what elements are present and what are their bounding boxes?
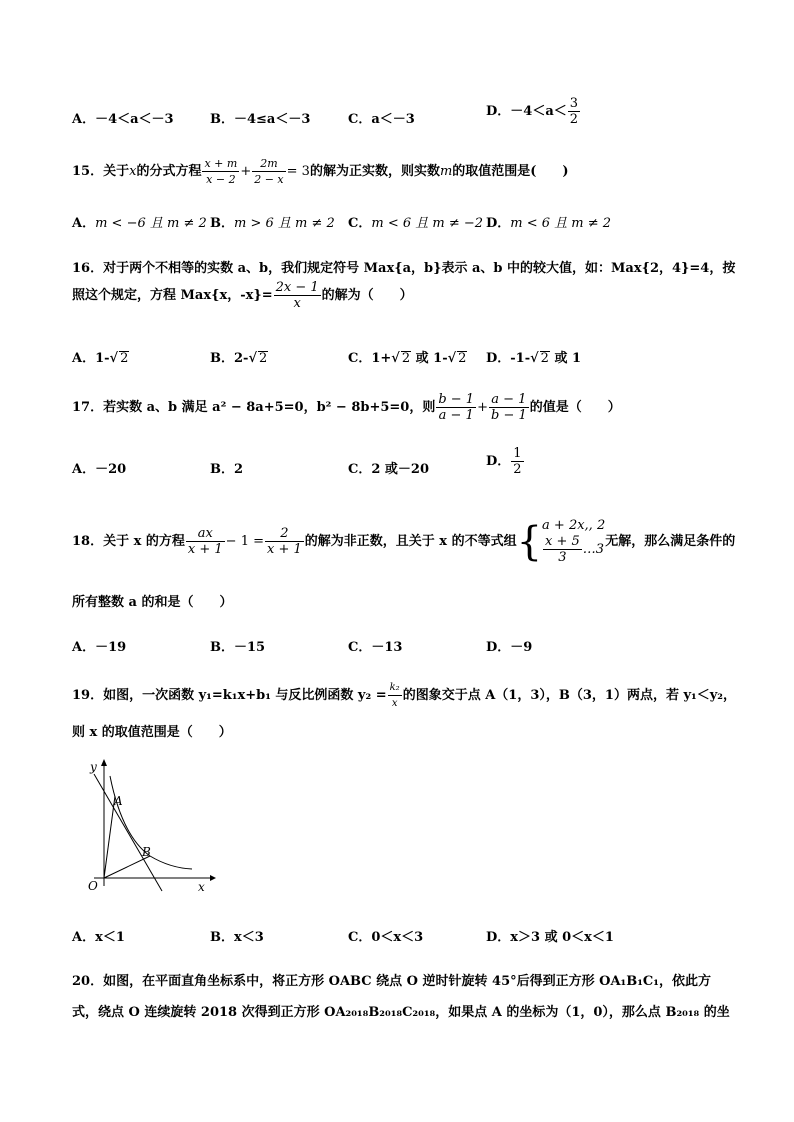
q16-option-a: A．1-√ 2 (72, 351, 129, 366)
q15-fraction-2: $\frac{2m}{2 - x}$ (254, 157, 284, 186)
q16-option-d: D．-1-√ 2 或 1 (486, 351, 582, 366)
q17-option-d-fraction: $\frac{1}{2}$ (513, 446, 522, 477)
q18-stem: 18．关于 x 的方程 $\frac{ax}{x + 1}$ − 1 = $\frac{2}{x + 1}$ 的解为非正数，且关于 x 的不等式组{ a + 2x,, 2 $\frac{x + 5}{3}$ …3 无解，那么满足条件的 (72, 518, 736, 565)
q18-stem-line2: 所有整数 a 的和是（ ） (72, 595, 233, 610)
q18-fraction-1: $\frac{ax}{x + 1}$ (187, 526, 223, 557)
x-axis-arrow (210, 875, 216, 881)
q19-option-a: A．x＜1 (72, 930, 125, 945)
q14-option-c: C．a＜－3 (348, 112, 415, 127)
q18-option-c: C．－13 (348, 640, 403, 655)
q17-option-c: C．2 或－20 (348, 462, 430, 477)
graph-y-label: y (90, 760, 97, 774)
q19-option-d: D．x＞3 或 0＜x＜1 (486, 930, 614, 945)
graph-point-b-label: B (142, 845, 151, 859)
graph-x-label: x (198, 880, 205, 894)
q19-fraction: $\frac{\text{k₂}}{x}$ (389, 682, 400, 709)
y-axis-arrow (101, 759, 107, 766)
segment-ob (104, 856, 150, 878)
q17-stem: 17．若实数 a、b 满足 a² − 8a+5=0，b² − 8b+5=0，则 $\frac{b - 1}{a - 1}$ + $\frac{a - 1}{b - 1}$ 的值是（ ） (72, 392, 621, 423)
q15-option-c: C．m < 6 且 m ≠ −2 (348, 216, 484, 231)
q15-option-a: A．m < −6 且 m ≠ 2 (72, 216, 207, 231)
q16-fraction: $\frac{2x - 1}{x}$ (275, 280, 319, 311)
q18-fraction-2: $\frac{2}{x + 1}$ (267, 526, 302, 557)
q18-system-brace: { (516, 518, 543, 565)
q17-option-a: A．－20 (72, 462, 127, 477)
q20-stem-line1: 20．如图，在平面直角坐标系中，将正方形 OABC 绕点 O 逆时针旋转 45°后得到正方形 OA₁B₁C₁，依此方 (72, 974, 711, 989)
segment-oa (104, 796, 115, 878)
q14-option-b: B．－4≤a＜－3 (210, 112, 311, 127)
graph-point-a-label: A (114, 794, 123, 808)
q19-option-c: C．0＜x＜3 (348, 930, 424, 945)
q18-inequality-system: a + 2x,, 2 $\frac{x + 5}{3}$ …3 (542, 518, 606, 565)
q15-stem: 15．关于x的分式方程 $\frac{x + m}{x - 2}$ + $\frac{2m}{2 - x}$ = 3的解为正实数，则实数m的取值范围是( ) (72, 157, 569, 186)
q19-function-graph (80, 756, 220, 896)
q16-option-b: B．2-√ 2 (210, 351, 268, 366)
q15-option-b: B．m > 6 且 m ≠ 2 (210, 216, 335, 231)
q14-option-a: A．－4＜a＜－3 (72, 112, 174, 127)
q18-option-d: D．－9 (486, 640, 533, 655)
q17-option-b: B．2 (210, 462, 244, 477)
q15-fraction-1: $\frac{x + m}{x - 2}$ (204, 157, 238, 186)
q19-option-b: B．x＜3 (210, 930, 264, 945)
q15-option-d: D．m < 6 且 m ≠ 2 (486, 216, 612, 231)
q18-option-a: A．－19 (72, 640, 127, 655)
q18-option-b: B．－15 (210, 640, 266, 655)
q14-option-d (486, 96, 581, 127)
q17-fraction-1: $\frac{b - 1}{a - 1}$ (438, 392, 475, 423)
q16-option-c: C．1+√ 2 或 1-√ 2 (348, 351, 467, 366)
graph-origin-label: O (88, 879, 98, 893)
q16-stem-line1: 16．对于两个不相等的实数 a、b，我们规定符号 Max{a，b}表示 a、b 中的较大值，如：Max{2，4}=4，按 (72, 261, 736, 276)
q19-stem-line2: 则 x 的取值范围是（ ） (72, 725, 232, 740)
q20-stem-line2: 式，绕点 O 连续旋转 2018 次得到正方形 OA₂₀₁₈B₂₀₁₈C₂₀₁₈，如果点 A 的坐标为（1，0），那么点 B₂₀₁₈ 的坐 (72, 1005, 730, 1020)
q17-option-d: D． $\frac{1}{2}$ (486, 446, 522, 477)
q14-option-d-prefix: D．－4＜a＜ (486, 104, 567, 119)
q19-stem-line1: 19．如图，一次函数 y₁=k₁x+b₁ 与反比例函数 y₂ = $\frac{\text{k₂}}{x}$ 的图象交于点 A（1，3），B（3，1）两点，若 y₁＜y₂， (72, 682, 736, 709)
q16-stem-line2: 照这个规定，方程 Max{x，-x}= $\frac{2x - 1}{x}$ 的解为（ ） (72, 280, 413, 311)
q14-option-d-fraction: $\frac{3}{2}$ (569, 96, 579, 127)
q17-fraction-2: $\frac{a - 1}{b - 1}$ (490, 392, 527, 423)
